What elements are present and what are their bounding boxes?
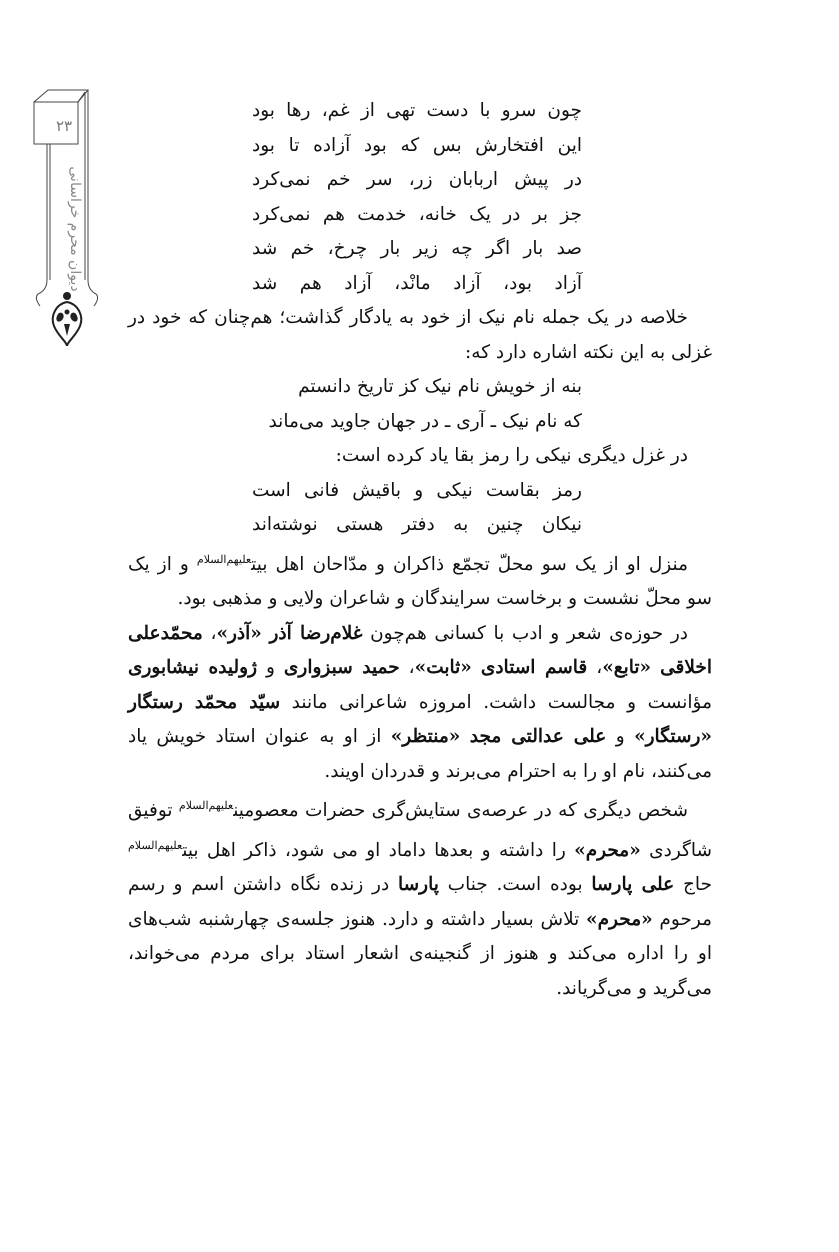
person-name: سیّد محمّد رستگار xyxy=(128,691,281,713)
pen-name: «محرم» xyxy=(586,908,653,930)
person-name: حمید سبزواری xyxy=(283,657,400,679)
verse-line: رمز بقاست نیکی و باقیش فانی است xyxy=(252,479,582,501)
paragraph: خلاصه در یک جمله نام نیک از خود به یادگار گذاشت؛ هم‌چنان که خود در غزلی به این نکته اشاره دارد که: xyxy=(128,307,712,363)
verse-line: در پیش اربابان زر، سر خم نمی‌کرد xyxy=(252,169,582,190)
person-name: علی پارسا xyxy=(591,874,675,896)
pen-name: «رستگار» xyxy=(634,726,712,748)
verse-line: صد بار اگر چه زیر بار چرخ، خم شد xyxy=(252,238,582,259)
honorific-glyph: علیهم‌السلام xyxy=(128,838,183,852)
paragraph: شخص دیگری که در عرصه‌ی ستایش‌گری حضرات معصومین$^{علیهم‌السلام}$ توفیق شاگردی «محرم» را داشته و بعدها داماد او می شود، ذاکر اهل بیت$^{علیهم‌السلام}$ حاج علی پارسا بوده است. جناب پارسا در زنده نگاه داشتن اسم و رسم مرحوم «محرم» تلاش بسیار داشته و دارد. هنوز جلسه‌ی چهارشنبه شب‌های او را اداره می‌کند و هنوز از گنجینه‌ی اشعار استاد برای مردم می‌خواند، می‌گرید و می‌گریاند. xyxy=(128,799,712,999)
poem-block-1 xyxy=(252,94,712,301)
pen-name: «ثابت» xyxy=(414,657,472,679)
poem-block-2 xyxy=(252,370,712,439)
page-number: ۲۳ xyxy=(55,117,73,135)
pen-name: «محرم» xyxy=(574,839,641,861)
honorific-glyph: علیهم‌السلام xyxy=(178,799,234,813)
honorific-glyph: علیهم‌السلام xyxy=(196,552,252,566)
verse-line: آزاد بود، آزاد مانْد، آزاد هم شد xyxy=(252,272,582,294)
person-name: علی عدالتی مجد xyxy=(469,726,607,748)
pen-name: «منتظر» xyxy=(390,726,461,748)
page-body xyxy=(128,94,712,1006)
running-title: دیوان محرم خراسانی xyxy=(67,166,83,292)
verse-line: جز بر در یک خانه، خدمت هم نمی‌کرد xyxy=(252,203,582,225)
pen-name: «تابع» xyxy=(602,657,652,679)
person-name: محمّدعلی اخلاقی xyxy=(128,622,712,679)
verse-line: این افتخارش بس که بود آزاده تا بود xyxy=(252,134,582,156)
verse-line: بنه از خویش نام نیک کز تاریخ دانستم xyxy=(298,376,582,397)
person-name: پارسا xyxy=(398,874,439,896)
paragraph: در غزل دیگری نیکی را رمز بقا یاد کرده است: xyxy=(335,445,688,466)
person-name: غلام‌رضا آذر xyxy=(269,622,363,644)
person-name: قاسم استادی xyxy=(480,657,588,679)
verse-line: نیکان چنین به دفتر هستی نوشته‌اند xyxy=(252,514,582,535)
verse-line: که نام نیک ـ آری ـ در جهان جاوید می‌ماند xyxy=(268,410,582,432)
page-margin-ornament xyxy=(28,84,112,350)
poem-block-3 xyxy=(252,474,712,543)
paragraph: منزل او از یک سو محلّ تجمّع ذاکران و مدّاحان اهل بیت$^{علیهم‌السلام}$ و از یک سو محلّ نشست و برخاست سرایندگان و شاعران ولایی و مذهبی بود. xyxy=(128,552,712,610)
paragraph: در حوزه‌ی شعر و ادب با کسانی هم‌چون غلام‌رضا آذر «آذر»، محمّدعلی اخلاقی «تابع»، قاسم استادی «ثابت»، حمید سبزواری و ژولیده نیشابوری مؤانست و مجالست داشت. امروزه شاعرانی مانند سیّد محمّد رستگار «رستگار» و علی عدالتی مجد «منتظر» از او به عنوان استاد خویش یاد می‌کنند، نام او را به احترام می‌برند و قدردان اویند. xyxy=(128,622,713,782)
person-name: ژولیده نیشابوری xyxy=(128,657,258,679)
pen-name: «آذر» xyxy=(216,622,262,644)
verse-line: چون سرو با دست تهی از غم، رها بود xyxy=(252,100,582,121)
